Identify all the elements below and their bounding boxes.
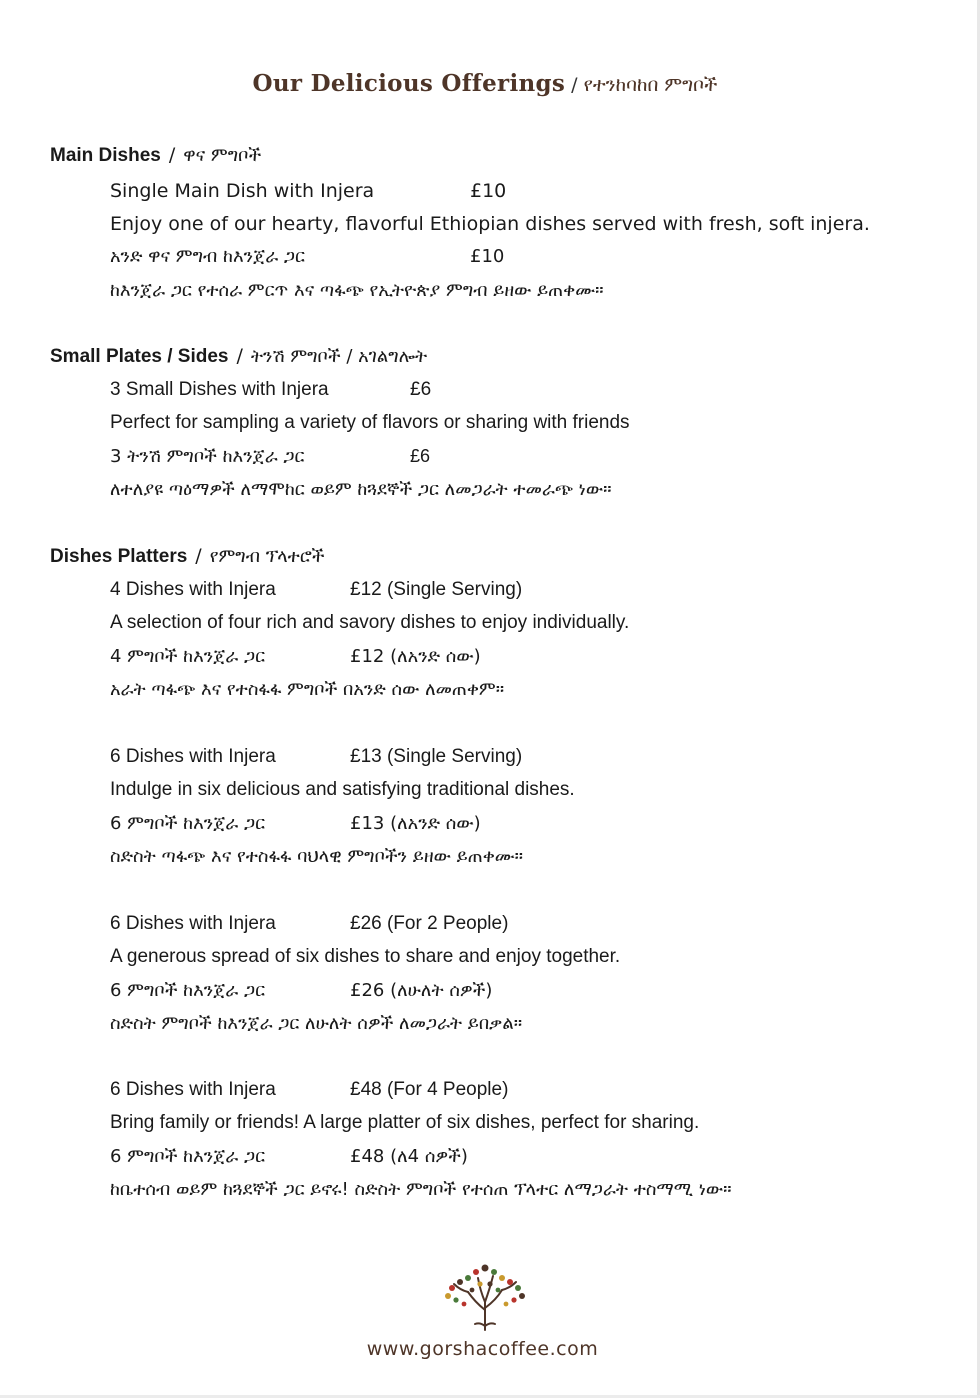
- section-heading-en: Dishes Platters: [50, 546, 188, 567]
- page-title: [0, 70, 970, 97]
- item-description-en: Perfect for sampling a variety of flavors or sharing with friends: [110, 412, 630, 433]
- menu-item-row: [110, 579, 523, 601]
- item-description-en: Indulge in six delicious and satisfying traditional dishes.: [110, 779, 575, 800]
- item-price-en: £48 (For 4 People): [350, 1079, 509, 1100]
- item-price-am: £6: [410, 446, 431, 466]
- section-heading-am: ትንሽ ምግቦች / አገልግሎት: [250, 346, 428, 367]
- item-name-en: 4 Dishes with Injera: [110, 579, 276, 600]
- item-description-en: A selection of four rich and savory dishes to enjoy individually.: [110, 612, 630, 633]
- item-price-en: £26 (For 2 People): [350, 913, 509, 934]
- item-name-en: 6 Dishes with Injera: [110, 1079, 276, 1100]
- menu-item-row-am: [110, 246, 505, 267]
- heading-separator: /: [168, 144, 176, 166]
- menu-item-row: [110, 913, 509, 935]
- section-heading-main: [50, 144, 261, 167]
- item-description-am: አራት ጣፋጭ እና የተስፋፋ ምግቦች በአንድ ሰው ለመጠቀም።: [110, 679, 505, 700]
- menu-item-row-am: [110, 646, 481, 667]
- coffee-tree-logo-icon: [430, 1260, 540, 1332]
- section-heading-en: Main Dishes: [50, 145, 161, 166]
- item-name-en: Single Main Dish with Injera: [110, 180, 375, 202]
- item-description-en: A generous spread of six dishes to share and enjoy together.: [110, 946, 621, 967]
- item-description-en: Enjoy one of our hearty, flavorful Ethiopian dishes served with fresh, soft injera.: [110, 213, 870, 235]
- heading-separator: /: [195, 545, 202, 567]
- item-description-am: ስድስት ጣፋጭ እና የተስፋፋ ባህላዊ ምግቦችን ይዘው ይጠቀሙ።: [110, 846, 524, 867]
- menu-item-row-am: [110, 980, 493, 1001]
- item-price-am: £13 (ለአንድ ሰው): [350, 813, 481, 834]
- menu-item-row: [110, 379, 432, 401]
- heading-separator: /: [236, 345, 243, 367]
- menu-item-row-am: [110, 813, 481, 834]
- item-name-am: 6 ምግቦች ከእንጀራ ጋር: [110, 1146, 266, 1167]
- section-heading-am: ዋና ምግቦች: [183, 145, 262, 166]
- item-description-en: Bring family or friends! A large platter of six dishes, perfect for sharing.: [110, 1112, 700, 1133]
- menu-item-row: [110, 1079, 509, 1101]
- item-name-en: 3 Small Dishes with Injera: [110, 379, 329, 400]
- item-price-am: £12 (ለአንድ ሰው): [350, 646, 481, 667]
- section-heading-platters: [50, 545, 325, 568]
- item-description-am: ከቤተሰብ ወይም ከጓደኞች ጋር ይኖሩ! ስድስት ምግቦች የተሰጠ ፕላተር ለማጋራት ተስማሚ ነው።: [110, 1179, 732, 1200]
- item-description-am: ለተለያዩ ጣዕማዎች ለማሞከር ወይም ከጓደኞች ጋር ለመጋራት ተመራጭ ነው።: [110, 479, 612, 500]
- item-name-am: 4 ምግቦች ከእንጀራ ጋር: [110, 646, 266, 667]
- item-price-en: £6: [410, 379, 432, 400]
- item-price-am: £26 (ለሁለት ሰዎች): [350, 980, 493, 1001]
- item-name-am: አንድ ዋና ምግብ ከእንጀራ ጋር: [110, 246, 305, 267]
- section-heading-en: Small Plates / Sides: [50, 346, 229, 367]
- item-name-am: 6 ምግቦች ከእንጀራ ጋር: [110, 813, 266, 834]
- item-description-am: ስድስት ምግቦች ከእንጀራ ጋር ለሁለት ሰዎች ለመጋራት ይበቃል።: [110, 1013, 523, 1034]
- menu-item-row-am: [110, 446, 431, 467]
- page-title-am: የተንከባከበ ምግቦች: [583, 74, 718, 96]
- item-price-am: £10: [470, 246, 505, 267]
- item-price-am: £48 (ለ4 ሰዎች): [350, 1146, 468, 1167]
- item-name-en: 6 Dishes with Injera: [110, 913, 276, 934]
- item-price-en: £13 (Single Serving): [350, 746, 523, 767]
- item-name-en: 6 Dishes with Injera: [110, 746, 276, 767]
- item-price-en: £10: [470, 180, 507, 202]
- item-name-am: 6 ምግቦች ከእንጀራ ጋር: [110, 980, 266, 1001]
- item-description-am: ከእንጀራ ጋር የተሰራ ምርጥ እና ጣፋጭ የኢትዮጵያ ምግብ ይዘው ይጠቀሙ።: [110, 280, 604, 301]
- menu-item-row: [110, 746, 523, 768]
- page-title-en: Our Delicious Offerings: [252, 70, 566, 97]
- item-name-am: 3 ትንሽ ምግቦች ከእንጀራ ጋር: [110, 446, 305, 467]
- title-separator: /: [571, 74, 578, 96]
- section-heading-am: የምግብ ፕላተሮች: [209, 546, 325, 567]
- website-link[interactable]: www.gorshacoffee.com: [366, 1338, 599, 1360]
- item-price-en: £12 (Single Serving): [350, 579, 523, 600]
- menu-item-row-am: [110, 1146, 468, 1167]
- section-heading-small: [50, 345, 427, 368]
- menu-item-row: [110, 180, 507, 202]
